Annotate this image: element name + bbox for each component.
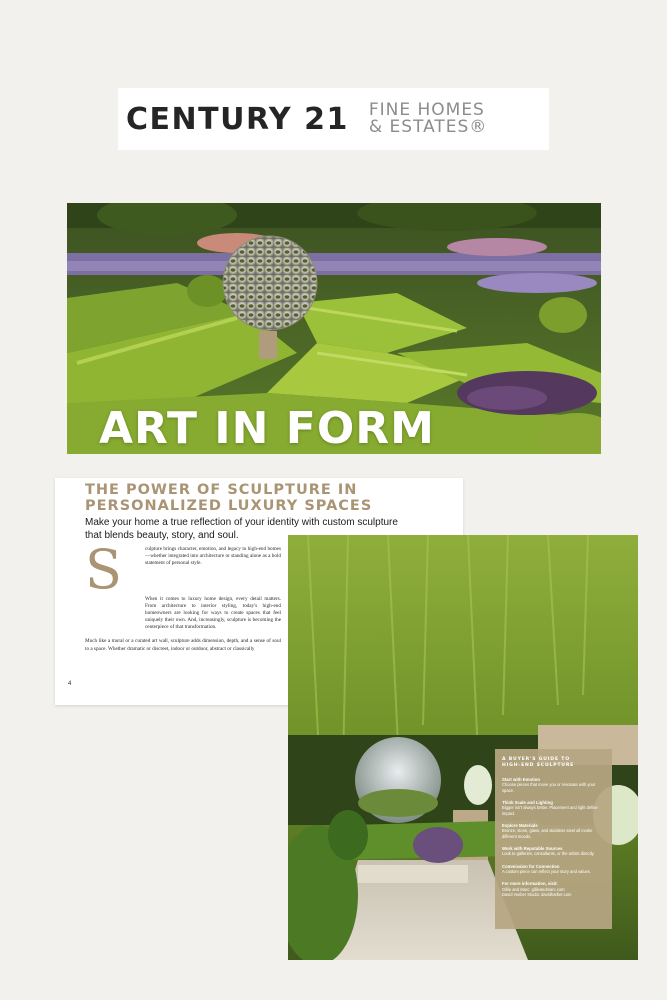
hero-title: ART IN FORM: [99, 403, 435, 454]
guide-item-text: Look to galleries, consultants, or the artists directly.: [502, 851, 595, 857]
page-number: 4: [68, 681, 72, 687]
paragraph-3: Much like a mural or a curated art wall, sculpture adds dimension, depth, and a sense of soul to a space. Whether dramatic or discreet, indoor or outdoor, abstract or classically: [85, 638, 281, 652]
guide-item-heading: Commission for Connection: [502, 863, 560, 869]
guide-item-heading: Work with Reputable Sources: [502, 846, 563, 851]
guide-item: [502, 864, 606, 875]
century21-logo: [118, 88, 549, 150]
guide-item-text: Bronze, stone, glass, and stainless steel all evoke different moods.: [502, 828, 593, 839]
logo-sub-line2: & ESTATES®: [368, 117, 488, 137]
logo-sub-line1: FINE HOMES: [368, 100, 485, 120]
logo-subtitle: [369, 102, 487, 136]
guide-item-heading: Think Scale and Lighting: [502, 800, 553, 805]
paragraph-1: culpture brings character, emotion, and legacy to high-end homes—whether integrated into architecture or standing alone as a bold statement of personal style.: [145, 546, 281, 567]
guide-title-line1: A BUYER'S GUIDE TO: [502, 757, 570, 762]
article-column-1: [85, 596, 281, 660]
paragraph-2: When it comes to luxury home design, every detail matters. From architecture to interior styling, today's high-end homeowners are looking for ways to create spaces that feel uniquely their own. And, increasingly, sculpture is becoming the centerpiece of that transformation.: [145, 596, 281, 631]
buyers-guide-panel: [495, 749, 612, 929]
guide-item: [502, 823, 606, 839]
article-column-1-top: [145, 546, 281, 574]
drop-cap: S: [85, 538, 122, 601]
guide-item-text: A custom piece can reflect your story and values.: [502, 869, 591, 875]
guide-title-line2: HIGH-END SCULPTURE: [502, 763, 575, 768]
guide-item-text: Bigger isn't always better. Placement and light define impact.: [502, 805, 598, 816]
willow-garden-photo: [288, 535, 638, 960]
guide-item-heading: Start with Emotion: [502, 777, 540, 782]
guide-more-heading: For more information, visit:: [502, 881, 558, 887]
guide-item-text: Choose pieces that move you or resonate with your space.: [502, 782, 596, 793]
guide-more-link-1: Gillie and Marc: gillieandmarc.com: [502, 886, 565, 892]
guide-more-info: [502, 881, 606, 897]
hero-garden-image: [67, 203, 601, 454]
guide-item: [502, 777, 606, 793]
logo-wordmark: CENTURY 21: [126, 101, 349, 137]
guide-more-link-2: David Harber Studio: davidharber.com: [502, 892, 572, 898]
guide-title: [502, 757, 606, 769]
article-subhead: Make your home a true reflection of your identity with custom sculpture that blends beauty, story, and soul.: [85, 517, 398, 541]
guide-item: [502, 800, 606, 816]
guide-item-heading: Explore Materials: [502, 823, 538, 828]
article-headline: THE POWER OF SCULPTURE IN PERSONALIZED LUXURY SPACES: [85, 482, 373, 514]
guide-item: [502, 846, 606, 857]
